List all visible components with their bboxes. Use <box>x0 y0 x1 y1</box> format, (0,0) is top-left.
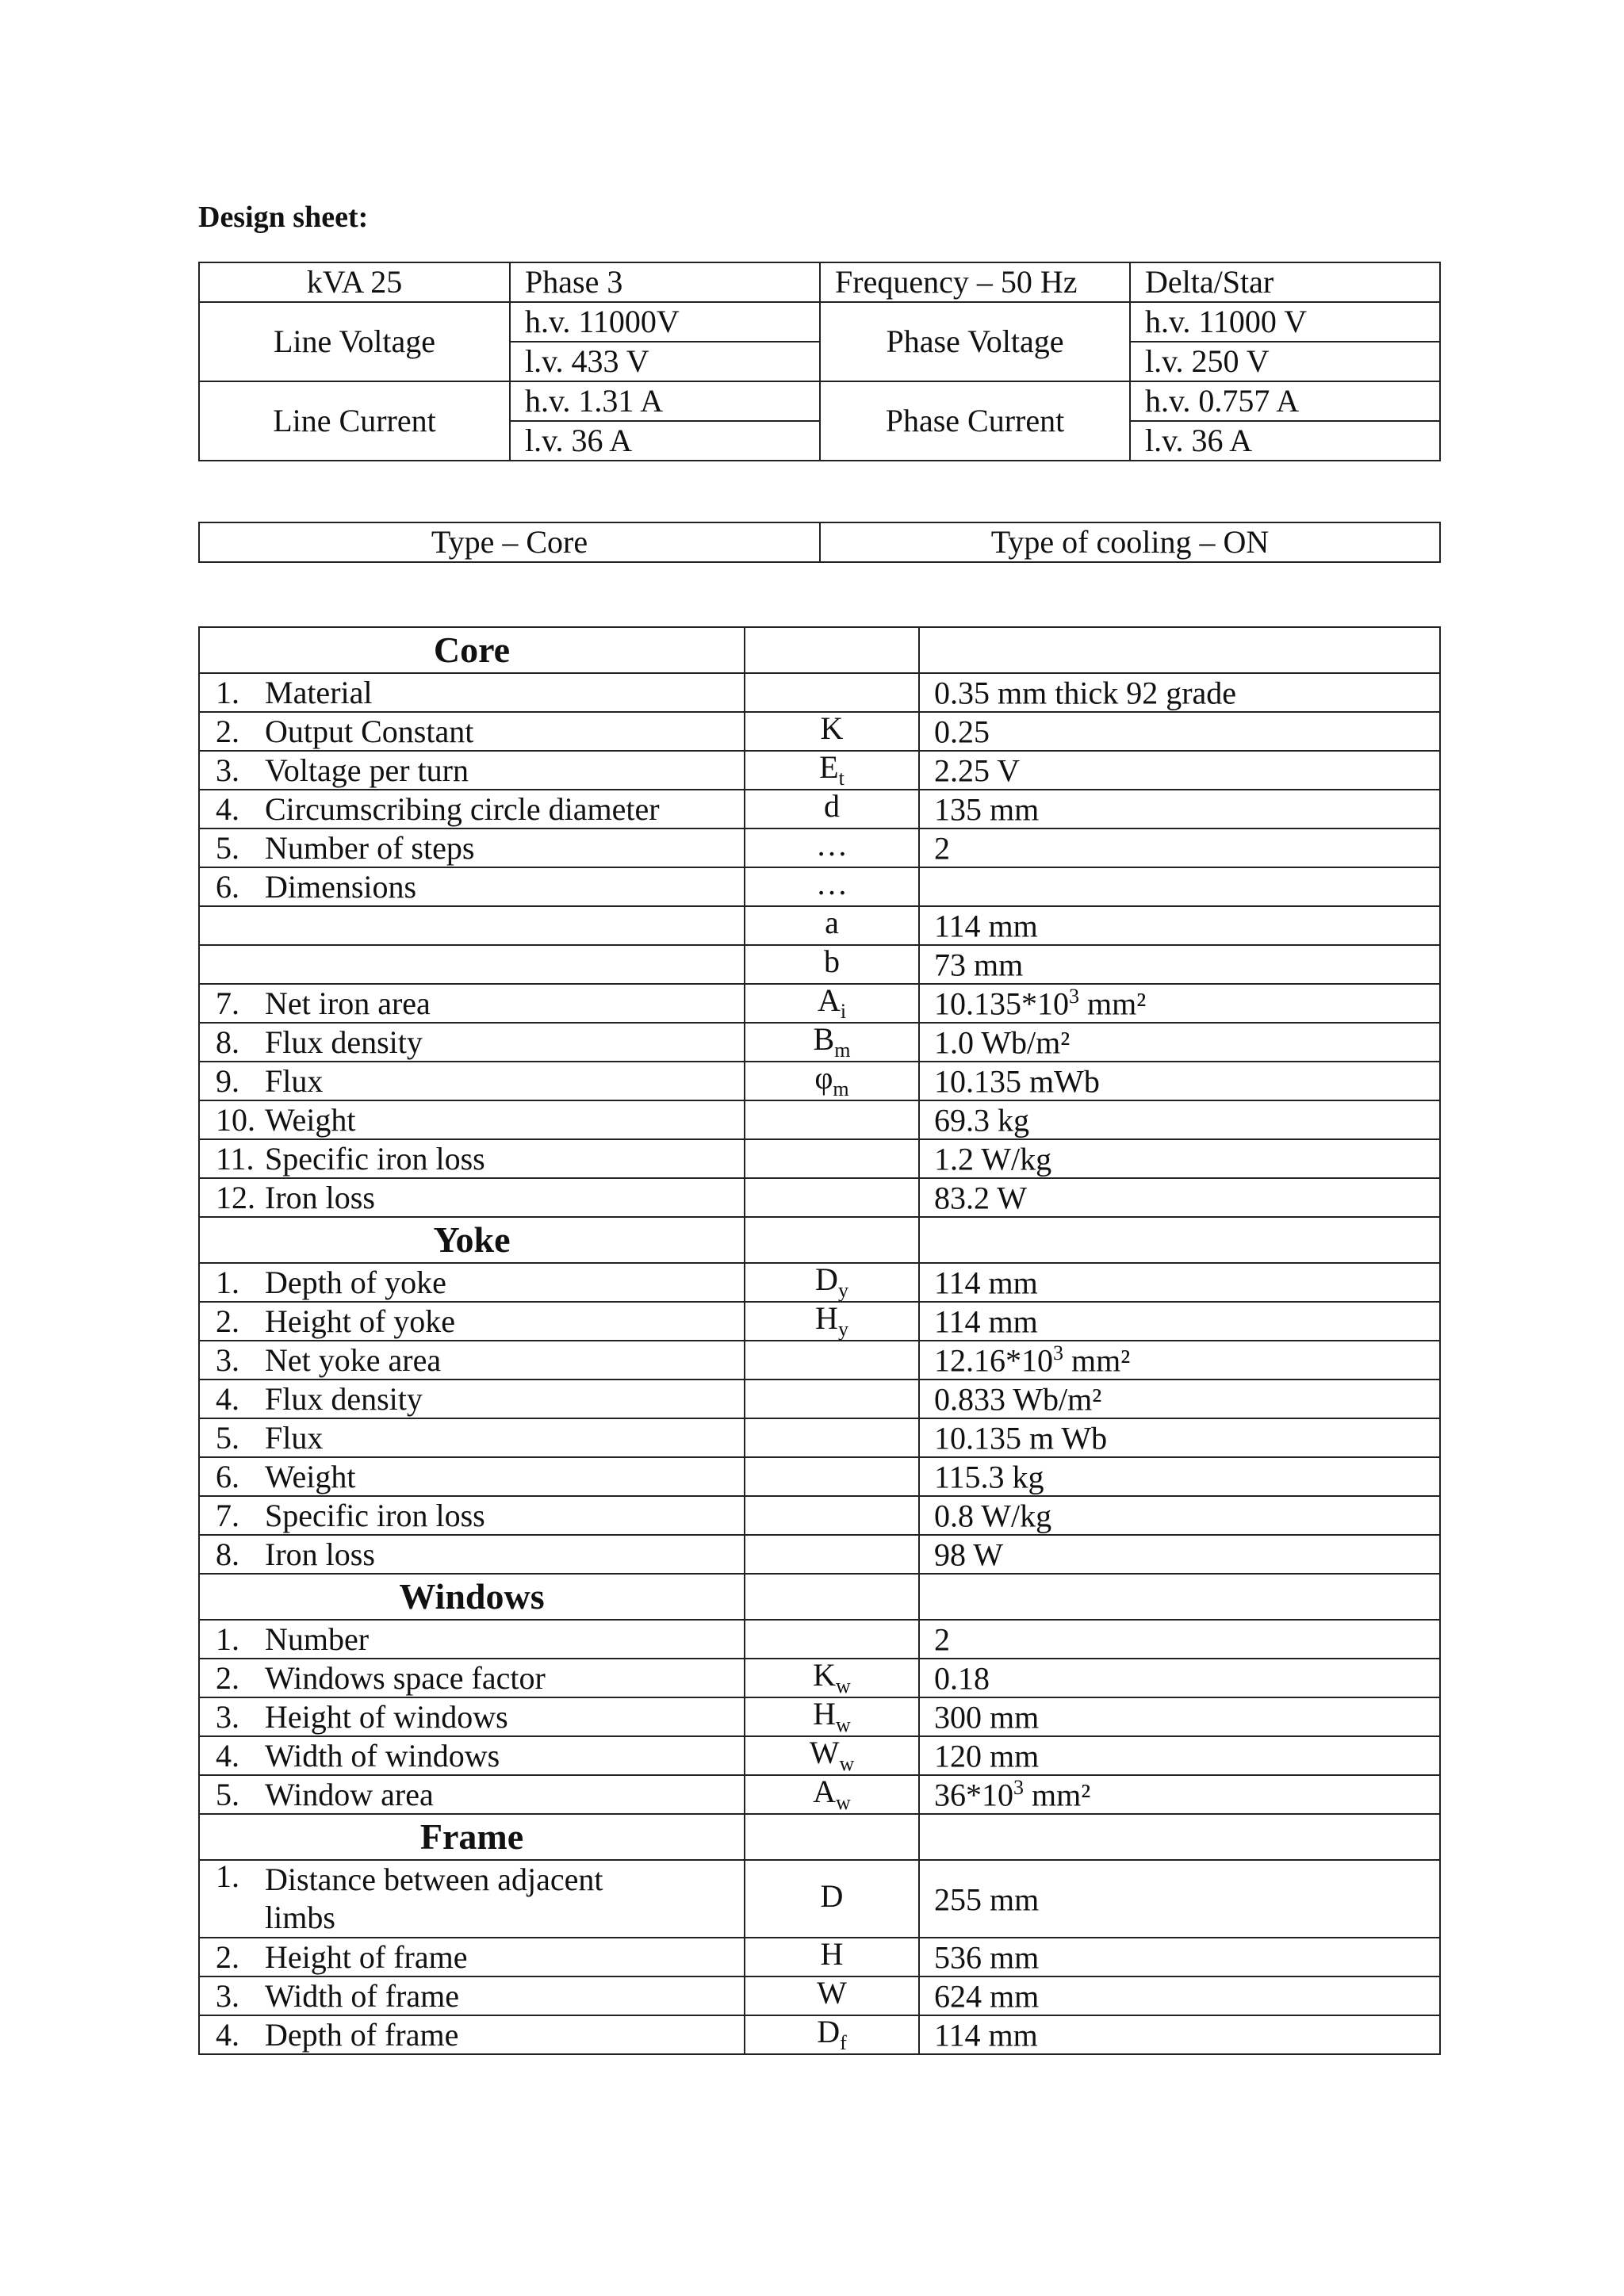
value-cell <box>919 1263 1440 1302</box>
phase-voltage-hv: h.v. 11000 V <box>1130 302 1440 342</box>
symbol: … <box>816 867 848 901</box>
value: 10.135 mWb <box>934 1063 1100 1100</box>
value-cell <box>919 1860 1440 1938</box>
parameter-label: Windows space factor <box>265 1659 546 1696</box>
value-cell <box>919 867 1440 906</box>
item-number: 4. <box>216 1380 239 1417</box>
value-cell <box>919 712 1440 751</box>
value-cell <box>919 1736 1440 1775</box>
symbol: D <box>817 2015 841 2049</box>
parameter-cell <box>199 867 745 906</box>
phase-voltage-label: Phase Voltage <box>820 302 1130 381</box>
item-number: 10. <box>216 1101 255 1138</box>
table-row <box>199 790 1440 828</box>
symbol-cell <box>745 1418 919 1457</box>
table-row <box>199 1938 1440 1976</box>
parameter-cell <box>199 1178 745 1217</box>
page-title: Design sheet: <box>198 201 369 234</box>
value-cell <box>919 673 1440 712</box>
table-row <box>199 1976 1440 2015</box>
value-cell <box>919 1178 1440 1217</box>
symbol-cell <box>745 712 919 751</box>
symbol: K <box>813 1659 837 1693</box>
value: 69.3 kg <box>934 1102 1029 1138</box>
table-row <box>199 1023 1440 1062</box>
value: 0.18 <box>934 1660 990 1697</box>
parameter-cell <box>199 1496 745 1535</box>
current-row-hv <box>199 381 1440 421</box>
parameter-cell <box>199 984 745 1023</box>
symbol-cell <box>745 1139 919 1178</box>
value: 114 mm <box>934 2017 1038 2053</box>
parameter-label: Depth of frame <box>265 2016 459 2053</box>
value: 255 mm <box>934 1881 1040 1918</box>
table-row <box>199 2015 1440 2054</box>
table-row <box>199 1139 1440 1178</box>
parameter-label: Flux <box>265 1062 324 1099</box>
symbol-cell <box>745 790 919 828</box>
parameter-label: Specific iron loss <box>265 1140 485 1177</box>
section-header-yoke <box>199 1217 1440 1263</box>
symbol-subscript: y <box>837 1279 848 1302</box>
symbol-cell <box>745 1302 919 1341</box>
symbol-cell <box>745 1535 919 1574</box>
value: 114 mm <box>934 1303 1038 1340</box>
value-cell <box>919 828 1440 867</box>
value: 2 <box>934 1621 950 1658</box>
parameter-cell <box>199 712 745 751</box>
symbol-cell <box>745 1100 919 1139</box>
item-number: 1. <box>216 1264 239 1300</box>
parameter-cell <box>199 1457 745 1496</box>
table-row <box>199 867 1440 906</box>
value: 114 mm <box>934 1265 1038 1301</box>
item-number: 3. <box>216 1698 239 1735</box>
symbol: A <box>813 1775 837 1809</box>
table-row <box>199 1736 1440 1775</box>
ratings-row <box>199 262 1440 302</box>
line-current-label: Line Current <box>199 381 510 461</box>
table-row <box>199 906 1440 945</box>
symbol-subscript: w <box>836 1713 851 1736</box>
value: 300 mm <box>934 1699 1040 1735</box>
item-number: 7. <box>216 985 239 1021</box>
item-number: 4. <box>216 790 239 827</box>
symbol-cell <box>745 1659 919 1697</box>
table-row <box>199 1302 1440 1341</box>
value-cell <box>919 1100 1440 1139</box>
parameter-cell <box>199 1860 745 1938</box>
symbol-cell <box>745 984 919 1023</box>
type-table <box>198 522 1441 563</box>
ratings-table <box>198 262 1441 461</box>
parameter-cell <box>199 1976 745 2015</box>
phase-current-lv: l.v. 36 A <box>1130 421 1440 461</box>
symbol: D <box>820 1877 844 1914</box>
parameter-label: Voltage per turn <box>265 752 469 788</box>
table-row <box>199 1457 1440 1496</box>
symbol-cell <box>745 673 919 712</box>
parameter-label: Window area <box>265 1776 434 1812</box>
connection-cell: Delta/Star <box>1130 262 1440 302</box>
item-number: 5. <box>216 1776 239 1812</box>
item-number: 12. <box>216 1179 255 1215</box>
empty-cell <box>745 1814 919 1860</box>
parameter-label: Flux density <box>265 1024 423 1060</box>
item-number: 2. <box>216 1659 239 1696</box>
parameter-label: Iron loss <box>265 1179 375 1215</box>
table-row <box>199 1697 1440 1736</box>
table-row <box>199 1100 1440 1139</box>
value: 36*10 <box>934 1777 1013 1813</box>
value-cell <box>919 1380 1440 1418</box>
value-cell <box>919 1302 1440 1341</box>
item-number: 1. <box>216 1860 239 1894</box>
table-row <box>199 673 1440 712</box>
parameter-label: Dimensions <box>265 868 417 905</box>
table-row <box>199 1062 1440 1100</box>
parameter-cell <box>199 1062 745 1100</box>
symbol-cell <box>745 1775 919 1814</box>
phase-cell: Phase 3 <box>510 262 820 302</box>
empty-cell <box>919 1574 1440 1620</box>
value: 624 mm <box>934 1978 1040 2015</box>
parameter-cell <box>199 1659 745 1697</box>
symbol-cell <box>745 1697 919 1736</box>
value-exponent: 3 <box>1069 985 1079 1008</box>
value-unit: mm² <box>1024 1777 1091 1813</box>
symbol: B <box>813 1023 835 1057</box>
value: 1.2 W/kg <box>934 1141 1052 1177</box>
symbol-subscript: t <box>838 767 845 790</box>
symbol-cell <box>745 1860 919 1938</box>
item-number: 11. <box>216 1140 255 1177</box>
table-row <box>199 828 1440 867</box>
value-cell <box>919 2015 1440 2054</box>
value: 0.35 mm thick 92 grade <box>934 675 1237 711</box>
symbol: … <box>816 828 848 863</box>
table-row <box>199 1496 1440 1535</box>
table-row <box>199 1860 1440 1938</box>
parameter-cell <box>199 1620 745 1659</box>
symbol-cell <box>745 1263 919 1302</box>
parameter-label: Net iron area <box>265 985 431 1021</box>
value: 10.135*10 <box>934 985 1069 1022</box>
parameter-cell <box>199 1100 745 1139</box>
parameter-label: Output Constant <box>265 713 474 749</box>
parameter-cell <box>199 1380 745 1418</box>
parameter-cell <box>199 945 745 984</box>
value-cell <box>919 1457 1440 1496</box>
item-number: 2. <box>216 1938 239 1975</box>
type-row <box>199 522 1440 562</box>
item-number: 9. <box>216 1062 239 1099</box>
value-cell <box>919 1062 1440 1100</box>
value: 135 mm <box>934 791 1040 828</box>
value-cell <box>919 1938 1440 1976</box>
parameter-label: Iron loss <box>265 1536 375 1572</box>
section-header-frame <box>199 1814 1440 1860</box>
symbol: H <box>815 1302 838 1336</box>
section-title: Yoke <box>199 1217 745 1263</box>
value-cell <box>919 1023 1440 1062</box>
parameter-cell <box>199 1697 745 1736</box>
item-number: 5. <box>216 1419 239 1456</box>
value: 2.25 V <box>934 752 1021 789</box>
symbol-subscript: m <box>834 1039 851 1062</box>
parameter-label: Width of frame <box>265 1977 459 2014</box>
cooling-cell: Type of cooling – ON <box>820 522 1440 562</box>
symbol-cell <box>745 1938 919 1976</box>
item-number: 2. <box>216 713 239 749</box>
parameter-label: Flux <box>265 1419 324 1456</box>
parameter-cell <box>199 906 745 945</box>
empty-cell <box>919 627 1440 673</box>
specification-body <box>199 627 1440 2054</box>
parameter-label: Height of frame <box>265 1938 468 1975</box>
parameter-label: Material <box>265 674 373 710</box>
parameter-cell <box>199 1023 745 1062</box>
parameter-label: Height of windows <box>265 1698 508 1735</box>
symbol-subscript: w <box>836 1791 851 1814</box>
item-number: 3. <box>216 1977 239 2014</box>
parameter-cell <box>199 1418 745 1457</box>
value: 2 <box>934 830 950 867</box>
empty-cell <box>745 1217 919 1263</box>
symbol: W <box>809 1736 840 1770</box>
value: 115.3 kg <box>934 1459 1044 1495</box>
table-row <box>199 1418 1440 1457</box>
symbol-cell <box>745 1062 919 1100</box>
voltage-row-hv <box>199 302 1440 342</box>
section-title: Frame <box>199 1814 745 1860</box>
value-cell <box>919 790 1440 828</box>
item-number: 7. <box>216 1497 239 1533</box>
value-cell <box>919 751 1440 790</box>
value-cell <box>919 1976 1440 2015</box>
table-row <box>199 1775 1440 1814</box>
symbol: K <box>820 712 844 746</box>
item-number: 1. <box>216 1621 239 1657</box>
table-row <box>199 751 1440 790</box>
parameter-cell <box>199 1263 745 1302</box>
parameter-cell <box>199 1736 745 1775</box>
symbol-cell <box>745 1457 919 1496</box>
value: 83.2 W <box>934 1180 1028 1216</box>
parameter-cell <box>199 751 745 790</box>
table-row <box>199 1178 1440 1217</box>
parameter-cell <box>199 1535 745 1574</box>
value-unit: mm² <box>1063 1342 1131 1379</box>
table-row <box>199 1341 1440 1380</box>
parameter-label: Distance between adjacent limbs <box>265 1862 603 1935</box>
value: 114 mm <box>934 908 1038 944</box>
table-row <box>199 1380 1440 1418</box>
symbol-cell <box>745 1341 919 1380</box>
value-cell <box>919 1697 1440 1736</box>
parameter-label: Number of steps <box>265 829 475 866</box>
table-row <box>199 1659 1440 1697</box>
line-voltage-label: Line Voltage <box>199 302 510 381</box>
item-number: 1. <box>216 674 239 710</box>
phase-voltage-lv: l.v. 250 V <box>1130 342 1440 381</box>
symbol-subscript: w <box>839 1752 855 1775</box>
section-title: Windows <box>199 1574 745 1620</box>
value: 1.0 Wb/m² <box>934 1024 1071 1061</box>
parameter-cell <box>199 1775 745 1814</box>
item-number: 4. <box>216 2016 239 2053</box>
symbol: d <box>824 790 840 824</box>
value: 536 mm <box>934 1939 1040 1976</box>
value-cell <box>919 1418 1440 1457</box>
symbol-subscript: i <box>840 1000 847 1023</box>
symbol-cell <box>745 751 919 790</box>
value-cell <box>919 1659 1440 1697</box>
value: 10.135 m Wb <box>934 1420 1108 1456</box>
value-exponent: 3 <box>1013 1776 1024 1800</box>
value-cell <box>919 1139 1440 1178</box>
symbol-subscript: f <box>840 2031 847 2054</box>
parameter-cell <box>199 2015 745 2054</box>
symbol: A <box>817 984 841 1018</box>
parameter-cell <box>199 1341 745 1380</box>
value: 73 mm <box>934 947 1024 983</box>
line-current-hv: h.v. 1.31 A <box>510 381 820 421</box>
type-cell: Type – Core <box>199 522 820 562</box>
symbol: H <box>820 1938 844 1972</box>
table-row <box>199 1620 1440 1659</box>
parameter-label: Specific iron loss <box>265 1497 485 1533</box>
item-number: 3. <box>216 1341 239 1378</box>
parameter-label: Weight <box>265 1458 356 1494</box>
symbol: E <box>819 751 839 785</box>
symbol-cell <box>745 1976 919 2015</box>
table-row <box>199 984 1440 1023</box>
symbol-subscript: w <box>836 1674 851 1697</box>
symbol-cell <box>745 1178 919 1217</box>
symbol: φ <box>814 1062 833 1096</box>
value-cell <box>919 906 1440 945</box>
symbol-cell <box>745 2015 919 2054</box>
value-cell <box>919 1341 1440 1380</box>
item-number: 8. <box>216 1536 239 1572</box>
line-voltage-lv: l.v. 433 V <box>510 342 820 381</box>
symbol: W <box>817 1976 847 2011</box>
value-cell <box>919 1620 1440 1659</box>
section-header-windows <box>199 1574 1440 1620</box>
item-number: 5. <box>216 829 239 866</box>
symbol-cell <box>745 828 919 867</box>
symbol-cell <box>745 906 919 945</box>
line-current-lv: l.v. 36 A <box>510 421 820 461</box>
phase-current-hv: h.v. 0.757 A <box>1130 381 1440 421</box>
symbol: b <box>824 945 840 979</box>
parameter-label: Number <box>265 1621 370 1657</box>
value-unit: mm² <box>1079 985 1147 1022</box>
specification-table <box>198 626 1441 2055</box>
parameter-cell <box>199 1302 745 1341</box>
value: 0.25 <box>934 714 990 750</box>
item-number: 8. <box>216 1024 239 1060</box>
symbol-subscript: m <box>833 1077 849 1100</box>
parameter-label: Depth of yoke <box>265 1264 446 1300</box>
symbol-cell <box>745 1023 919 1062</box>
value-cell <box>919 1775 1440 1814</box>
parameter-cell <box>199 828 745 867</box>
value-cell <box>919 945 1440 984</box>
table-row <box>199 712 1440 751</box>
parameter-cell <box>199 1139 745 1178</box>
phase-current-label: Phase Current <box>820 381 1130 461</box>
symbol-cell <box>745 1736 919 1775</box>
symbol: H <box>813 1697 837 1732</box>
empty-cell <box>745 1574 919 1620</box>
item-number: 4. <box>216 1737 239 1774</box>
kva-cell: kVA 25 <box>199 262 510 302</box>
symbol-cell <box>745 1620 919 1659</box>
line-voltage-hv: h.v. 11000V <box>510 302 820 342</box>
parameter-cell <box>199 790 745 828</box>
value: 0.833 Wb/m² <box>934 1381 1102 1418</box>
parameter-label: Circumscribing circle diameter <box>265 790 660 827</box>
parameter-label: Width of windows <box>265 1737 500 1774</box>
symbol-cell <box>745 867 919 906</box>
parameter-cell <box>199 1938 745 1976</box>
section-title: Core <box>199 627 745 673</box>
table-row <box>199 945 1440 984</box>
parameter-label: Height of yoke <box>265 1303 455 1339</box>
frequency-cell: Frequency – 50 Hz <box>820 262 1130 302</box>
value: 12.16*10 <box>934 1342 1053 1379</box>
parameter-label: Flux density <box>265 1380 423 1417</box>
symbol-cell <box>745 1380 919 1418</box>
parameter-label: Weight <box>265 1101 356 1138</box>
value-cell <box>919 1496 1440 1535</box>
symbol: a <box>825 906 839 940</box>
table-row <box>199 1535 1440 1574</box>
value: 98 W <box>934 1536 1004 1573</box>
symbol-cell <box>745 945 919 984</box>
empty-cell <box>745 627 919 673</box>
symbol: D <box>815 1263 838 1297</box>
empty-cell <box>919 1814 1440 1860</box>
value: 0.8 W/kg <box>934 1498 1052 1534</box>
parameter-label: Net yoke area <box>265 1341 442 1378</box>
section-header-core <box>199 627 1440 673</box>
item-number: 2. <box>216 1303 239 1339</box>
value-exponent: 3 <box>1053 1341 1063 1365</box>
symbol-cell <box>745 1496 919 1535</box>
parameter-cell <box>199 673 745 712</box>
symbol-subscript: y <box>837 1318 848 1341</box>
item-number: 6. <box>216 1458 239 1494</box>
value-cell <box>919 1535 1440 1574</box>
value-cell <box>919 984 1440 1023</box>
table-row <box>199 1263 1440 1302</box>
value: 120 mm <box>934 1738 1040 1774</box>
empty-cell <box>919 1217 1440 1263</box>
item-number: 6. <box>216 868 239 905</box>
item-number: 3. <box>216 752 239 788</box>
